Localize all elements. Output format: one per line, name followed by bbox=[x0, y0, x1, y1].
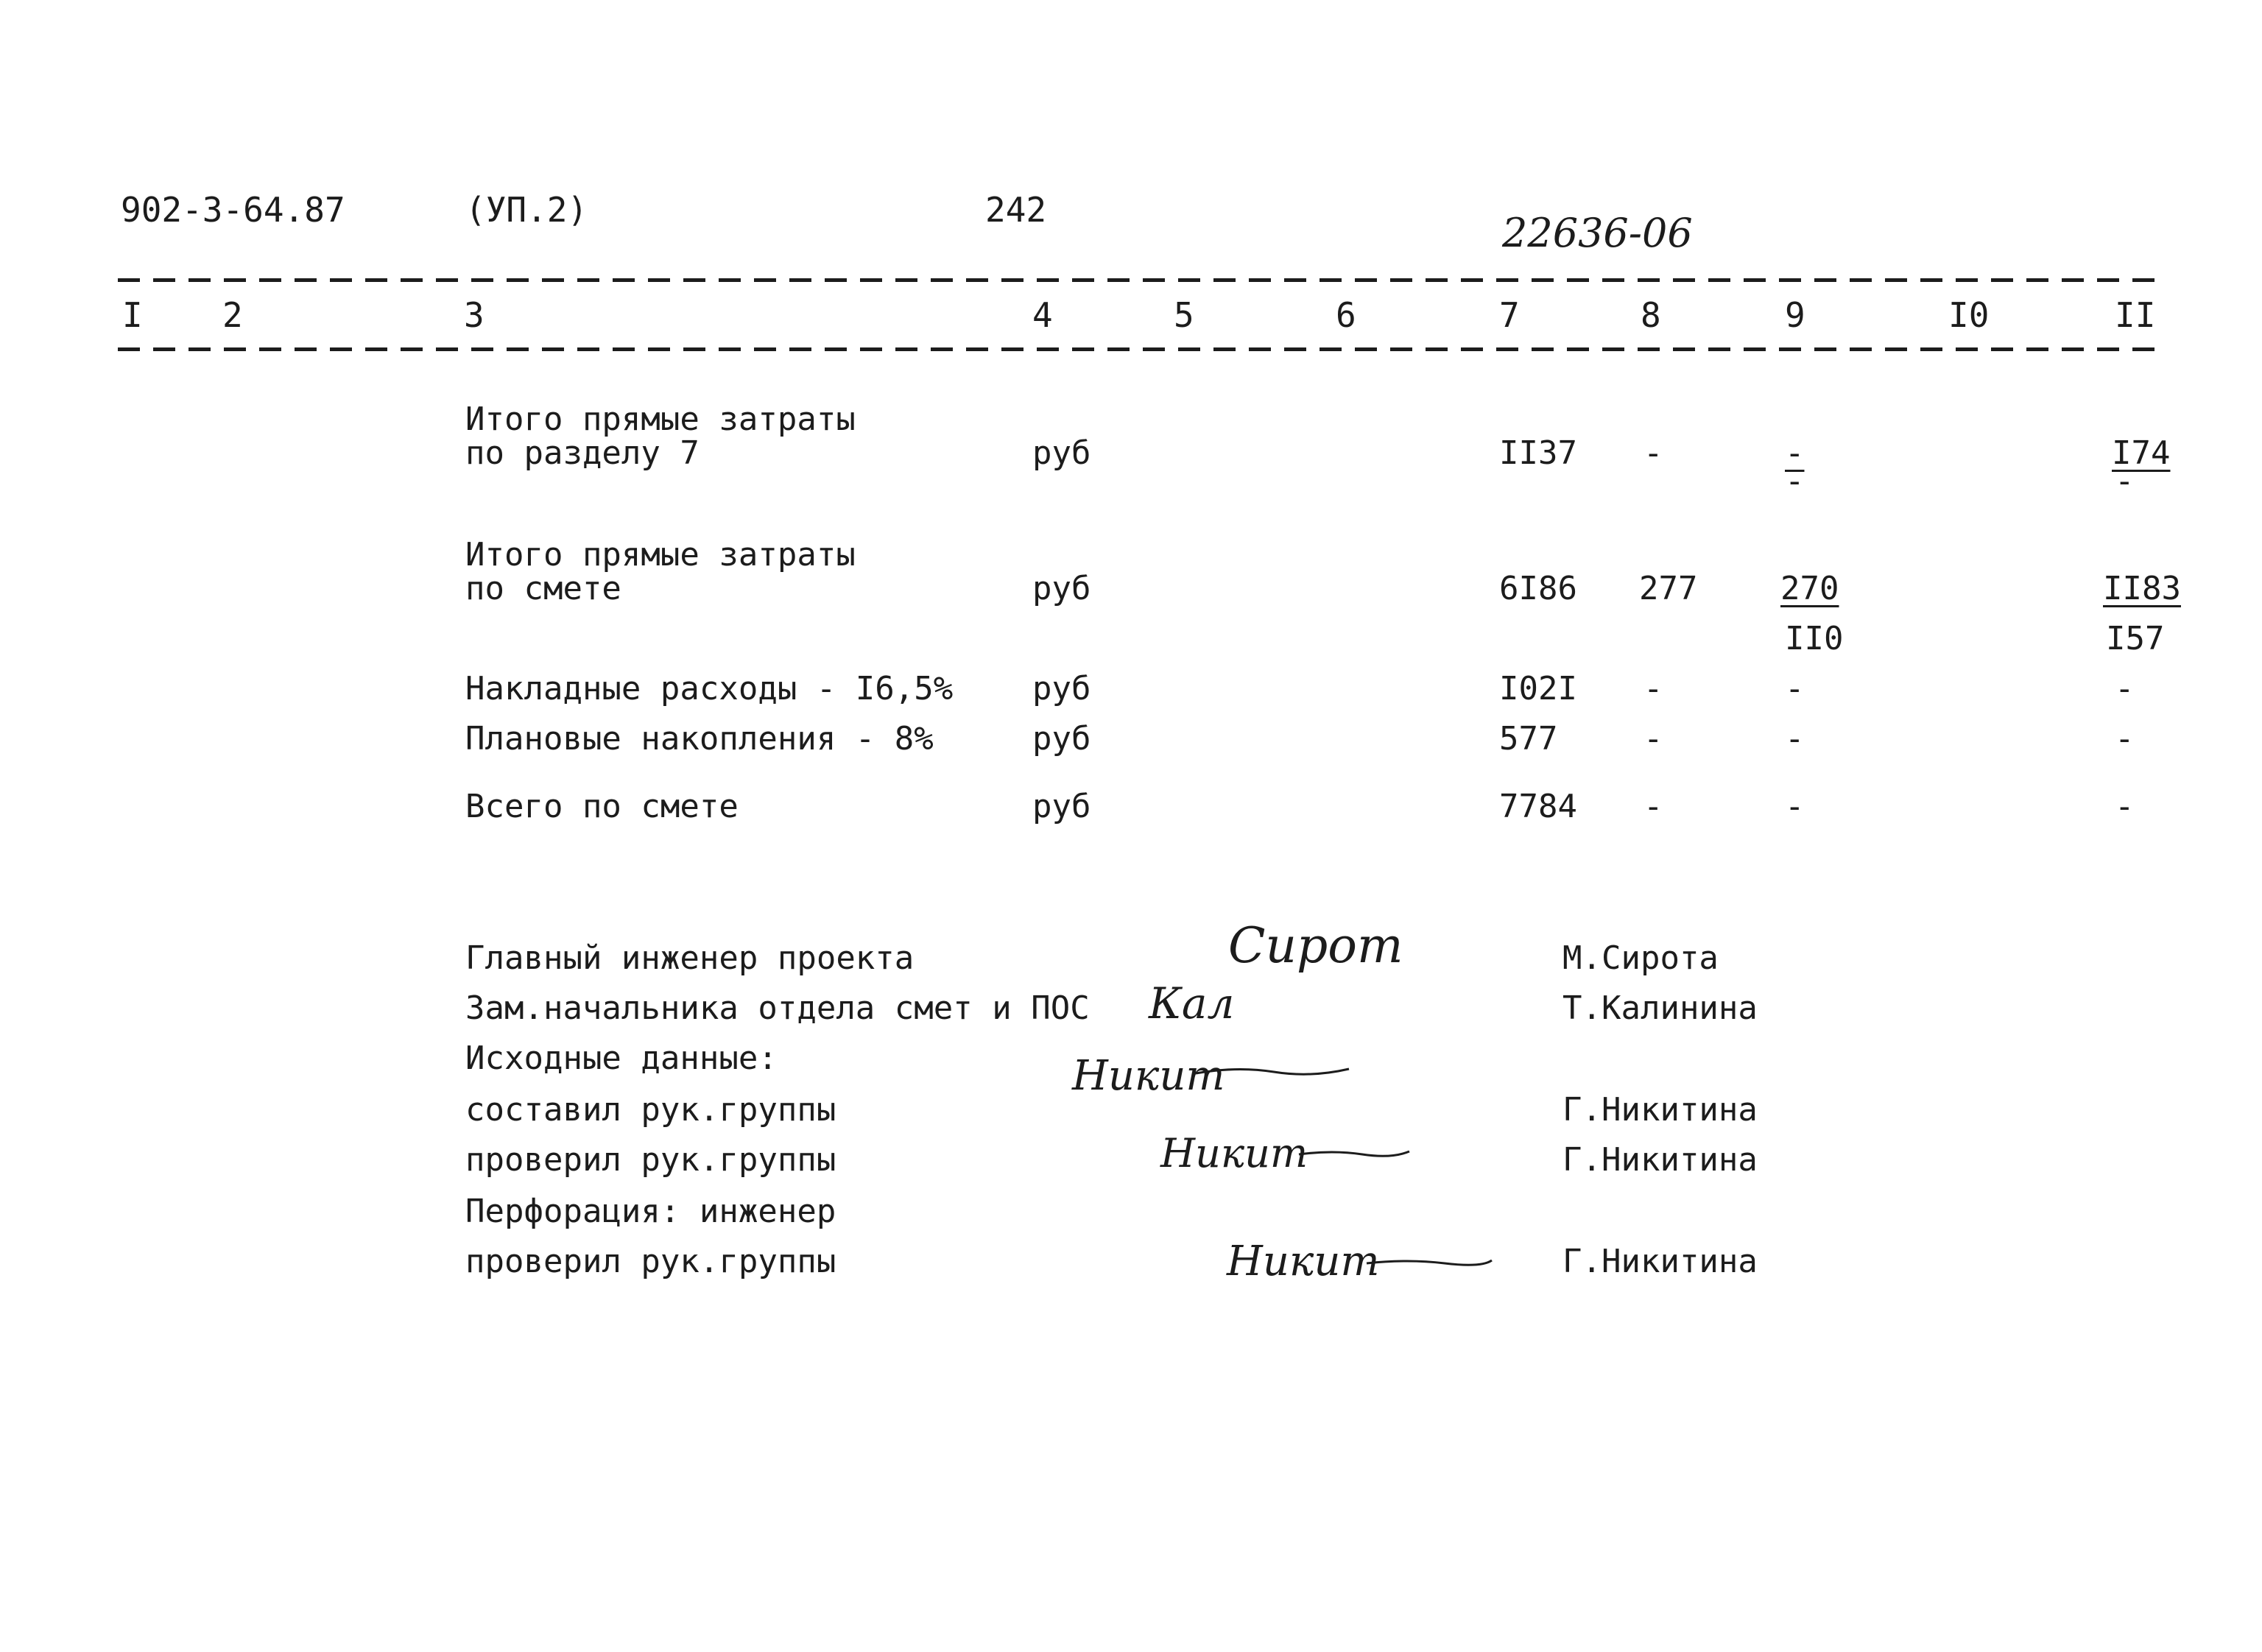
signature-role-deputy-head: Зам.начальника отдела смет и ПОС bbox=[465, 989, 1090, 1027]
signature-stroke-checked bbox=[1296, 1144, 1414, 1166]
row-5-col-9: - bbox=[1785, 788, 1805, 825]
row-1-col-11: I74 bbox=[2112, 434, 2171, 472]
table-bottom-rule bbox=[118, 347, 2157, 351]
row-4-col-9: - bbox=[1785, 720, 1805, 758]
signature-role-perforation-checked: проверил рук.группы bbox=[465, 1243, 836, 1280]
handwritten-signature-chief-engineer: Сирот bbox=[1228, 917, 1403, 974]
handwritten-signature-perforation-checked: Никит bbox=[1227, 1238, 1380, 1285]
page-number: 242 bbox=[985, 190, 1047, 230]
column-header-7: 7 bbox=[1499, 295, 1520, 335]
column-header-6: 6 bbox=[1336, 295, 1356, 335]
handwritten-signature-checked: Никит bbox=[1160, 1130, 1308, 1176]
column-header-4: 4 bbox=[1032, 295, 1053, 335]
row-5-unit: руб bbox=[1032, 788, 1091, 825]
row-5-name: Всего по смете bbox=[465, 788, 739, 825]
row-1-col-9-sub: - bbox=[1785, 462, 1805, 500]
row-3-col-7: I02I bbox=[1499, 670, 1577, 707]
handwritten-signature-compiled: Никит bbox=[1072, 1052, 1225, 1100]
column-header-3: 3 bbox=[464, 295, 485, 335]
row-2-col-11: II83 bbox=[2103, 570, 2181, 607]
row-2-col-9-sub: II0 bbox=[1785, 620, 1844, 657]
album-label: (УП.2) bbox=[465, 190, 588, 230]
handwritten-signature-deputy-head: Кал bbox=[1149, 978, 1235, 1028]
row-5-col-11: - bbox=[2115, 788, 2135, 825]
row-1-col-7: II37 bbox=[1499, 434, 1577, 472]
row-4-unit: руб bbox=[1032, 720, 1091, 758]
row-4-col-7: 577 bbox=[1499, 720, 1558, 758]
signature-section-source-data: Исходные данные: bbox=[465, 1039, 778, 1077]
row-3-col-9: - bbox=[1785, 670, 1805, 707]
signature-role-chief-engineer: Главный инженер проекта bbox=[465, 939, 915, 977]
row-2-col-9: 270 bbox=[1780, 570, 1839, 607]
signature-role-checked: проверил рук.группы bbox=[465, 1141, 836, 1179]
row-4-col-8: - bbox=[1643, 720, 1663, 758]
row-1-unit: руб bbox=[1032, 434, 1091, 472]
row-4-col-11: - bbox=[2115, 720, 2135, 758]
row-2-unit: руб bbox=[1032, 570, 1091, 607]
row-2-col-8: 277 bbox=[1639, 570, 1698, 607]
column-header-10: I0 bbox=[1948, 295, 1990, 335]
row-3-unit: руб bbox=[1032, 670, 1091, 707]
row-1-col-8: - bbox=[1643, 434, 1663, 472]
handwritten-number: 22636-06 bbox=[1502, 210, 1693, 256]
row-1-name-line-1: Итого прямые затраты bbox=[465, 400, 856, 438]
column-header-5: 5 bbox=[1174, 295, 1194, 335]
column-header-2: 2 bbox=[222, 295, 243, 335]
row-3-col-11: - bbox=[2115, 670, 2135, 707]
row-5-col-8: - bbox=[1643, 788, 1663, 825]
column-header-8: 8 bbox=[1641, 295, 1661, 335]
column-header-9: 9 bbox=[1785, 295, 1805, 335]
signature-role-compiled: составил рук.группы bbox=[465, 1091, 836, 1129]
row-1-col-9: - bbox=[1785, 434, 1805, 472]
row-3-name: Накладные расходы - I6,5% bbox=[465, 670, 954, 707]
table-top-rule bbox=[118, 278, 2157, 282]
row-2-name-line-1: Итого прямые затраты bbox=[465, 536, 856, 573]
row-2-name-line-2: по смете bbox=[465, 570, 621, 607]
column-header-11: II bbox=[2115, 295, 2156, 335]
row-5-col-7: 7784 bbox=[1499, 788, 1577, 825]
row-1-name-line-2: по разделу 7 bbox=[465, 434, 700, 472]
column-header-1: I bbox=[122, 295, 143, 335]
signature-section-perforation: Перфорация: инженер bbox=[465, 1193, 836, 1230]
row-3-col-8: - bbox=[1643, 670, 1663, 707]
signature-name-deputy-head: Т.Калинина bbox=[1562, 989, 1758, 1027]
row-2-col-7: 6I86 bbox=[1499, 570, 1577, 607]
signature-name-perforation-checked: Г.Никитина bbox=[1562, 1243, 1758, 1280]
row-1-col-11-sub: - bbox=[2115, 462, 2135, 500]
document-code: 902-3-64.87 bbox=[121, 190, 345, 230]
row-4-name: Плановые накопления - 8% bbox=[465, 720, 934, 758]
signature-name-chief-engineer: М.Сирота bbox=[1562, 939, 1719, 977]
signature-name-compiled: Г.Никитина bbox=[1562, 1091, 1758, 1129]
row-2-col-11-sub: I57 bbox=[2106, 620, 2165, 657]
signature-stroke-perforation bbox=[1364, 1252, 1496, 1274]
signature-stroke-compiled bbox=[1193, 1059, 1355, 1088]
signature-name-checked: Г.Никитина bbox=[1562, 1141, 1758, 1179]
